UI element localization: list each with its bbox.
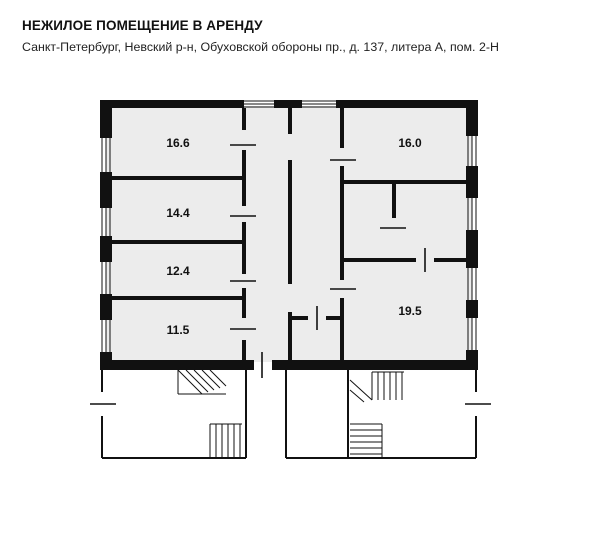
partition-19-5-top-right [434, 258, 466, 262]
center-wall-2 [288, 160, 292, 284]
small-room-divider [392, 184, 396, 218]
area-label-14-4: 14.4 [166, 206, 190, 220]
left-corridor-wall-5 [242, 340, 246, 360]
partition-16-0-bottom [344, 180, 466, 184]
right-wall-seg-1 [466, 100, 478, 136]
left-wall-seg-3 [100, 236, 112, 262]
right-wall-seg-4 [466, 300, 478, 318]
area-label-12-4: 12.4 [166, 264, 190, 278]
right-wall-seg-3 [466, 230, 478, 268]
left-corridor-wall-1 [242, 108, 246, 130]
corridor-fill [246, 106, 342, 362]
area-label-16-0: 16.0 [398, 136, 422, 150]
left-corridor-wall-2 [242, 150, 246, 206]
wc-wall-top-right [326, 316, 342, 320]
area-label-16-6: 16.6 [166, 136, 190, 150]
partition-19-5-top-left [344, 258, 416, 262]
right-corridor-wall-1 [340, 108, 344, 148]
left-corridor-wall-4 [242, 288, 246, 318]
left-staircase [178, 370, 242, 458]
top-wall-left [100, 100, 244, 108]
left-wall-seg-1 [100, 100, 112, 138]
wc-wall-top-left [288, 316, 308, 320]
lower-section [102, 370, 476, 458]
right-corridor-wall-3 [340, 298, 344, 360]
bottom-wall-right [272, 360, 478, 370]
center-wall-1 [288, 108, 292, 134]
right-corridor-wall-2 [340, 166, 344, 280]
area-label-19-5: 19.5 [398, 304, 422, 318]
left-corridor-wall-3 [242, 222, 246, 274]
top-wall-right [336, 100, 478, 108]
partition-14-4-12-4 [110, 240, 246, 244]
bottom-wall-left [100, 360, 254, 370]
top-wall-middle [274, 100, 302, 108]
partition-12-4-11-5 [110, 296, 246, 300]
right-wall-seg-2 [466, 166, 478, 198]
partition-16-6-14-4 [110, 176, 246, 180]
right-staircase [350, 372, 404, 458]
page-title: НЕЖИЛОЕ ПОМЕЩЕНИЕ В АРЕНДУ [22, 18, 263, 33]
area-label-11-5: 11.5 [166, 323, 190, 337]
address-line: Санкт-Петербург, Невский р-н, Обуховской обороны пр., д. 137, литера А, пом. 2-Н [22, 40, 499, 54]
